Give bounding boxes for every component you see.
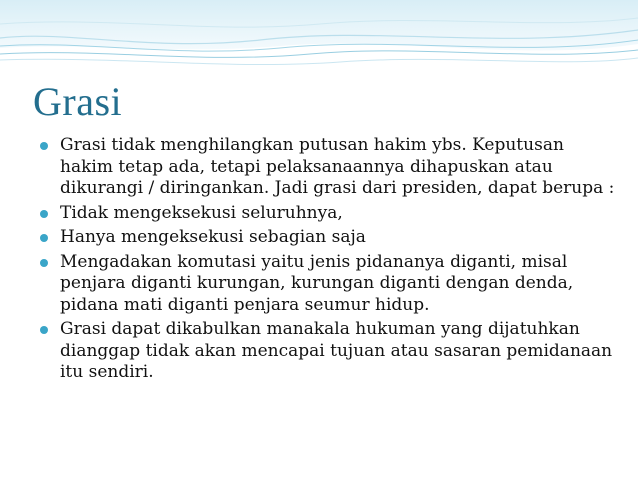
bullet-dot-icon [40, 259, 48, 267]
bullet-item [38, 252, 618, 317]
bullet-list [38, 135, 618, 387]
bullet-text: Grasi tidak menghilangkan putusan hakim ybs. Keputusan hakim tetap ada, tetapi pelaksanaannya dihapuskan atau dikurangi / diringankan. Jadi grasi dari presiden, dapat berupa : [60, 135, 615, 198]
slide-title: Grasi [33, 79, 123, 124]
bullet-dot-icon [40, 142, 48, 150]
bullet-item [38, 135, 618, 200]
bullet-item [38, 203, 618, 225]
bullet-dot-icon [40, 210, 48, 218]
bullet-text: Tidak mengeksekusi seluruhnya, [60, 202, 343, 223]
header-wave-decoration [0, 0, 638, 82]
bullet-dot-icon [40, 326, 48, 334]
bullet-dot-icon [40, 234, 48, 242]
bullet-text: Mengadakan komutasi yaitu jenis pidananya diganti, misal penjara diganti kurungan, kurungan diganti dengan denda, pidana mati diganti penjara seumur hidup. [60, 251, 574, 315]
bullet-item [38, 227, 618, 249]
bullet-text: Grasi dapat dikabulkan manakala hukuman yang dijatuhkan dianggap tidak akan mencapai tujuan atau sasaran pemidanaan itu sendiri. [60, 319, 613, 382]
bullet-text: Hanya mengeksekusi sebagian saja [60, 227, 366, 247]
bullet-item [38, 319, 618, 384]
